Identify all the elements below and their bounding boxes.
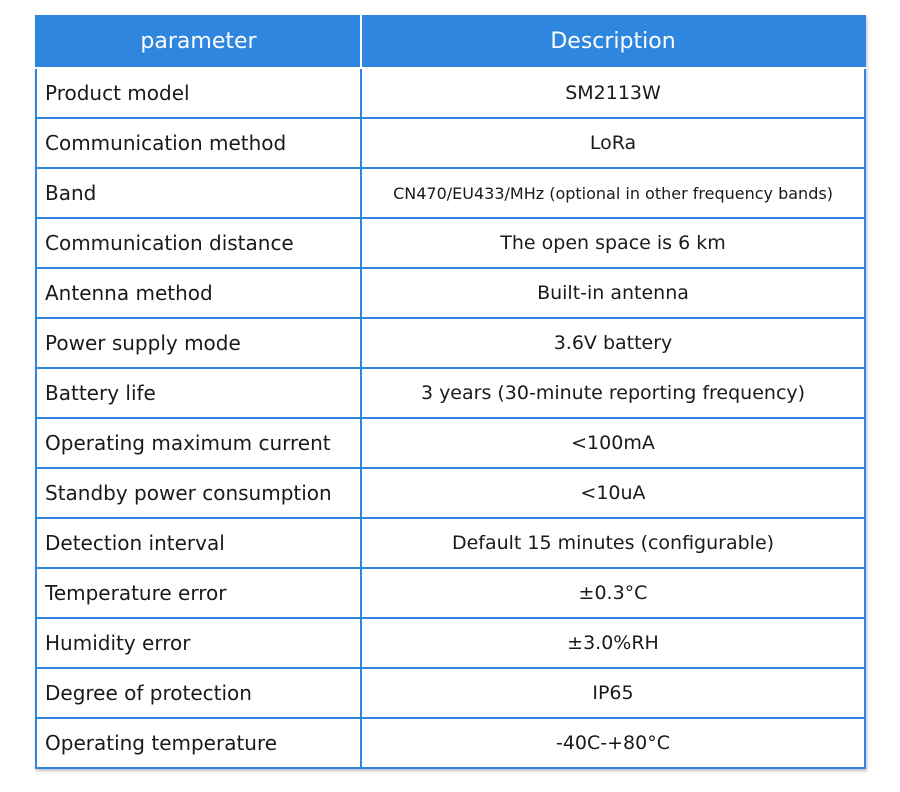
row-parameter: Product model	[36, 68, 361, 118]
table-row	[36, 118, 865, 168]
row-description: <10uA	[361, 468, 865, 518]
row-description: The open space is 6 km	[361, 218, 865, 268]
table-row	[36, 318, 865, 368]
header-parameter: parameter	[36, 15, 361, 68]
table-row	[36, 518, 865, 568]
row-description: ±3.0%RH	[361, 618, 865, 668]
row-description: IP65	[361, 668, 865, 718]
row-parameter: Degree of protection	[36, 668, 361, 718]
table-row	[36, 568, 865, 618]
row-parameter: Temperature error	[36, 568, 361, 618]
table-row	[36, 218, 865, 268]
row-description: CN470/EU433/MHz (optional in other frequency bands)	[361, 168, 865, 218]
table-row	[36, 418, 865, 468]
row-description: -40C-+80°C	[361, 718, 865, 768]
spec-table	[35, 15, 866, 769]
row-parameter: Detection interval	[36, 518, 361, 568]
header-description: Description	[361, 15, 865, 68]
row-parameter: Operating maximum current	[36, 418, 361, 468]
row-parameter: Band	[36, 168, 361, 218]
table-row	[36, 368, 865, 418]
table-header-row	[36, 15, 865, 68]
table-row	[36, 168, 865, 218]
row-description: SM2113W	[361, 68, 865, 118]
row-parameter: Standby power consumption	[36, 468, 361, 518]
row-parameter: Communication distance	[36, 218, 361, 268]
row-description: <100mA	[361, 418, 865, 468]
row-description: Built-in antenna	[361, 268, 865, 318]
table-row	[36, 268, 865, 318]
row-parameter: Operating temperature	[36, 718, 361, 768]
row-description: ±0.3°C	[361, 568, 865, 618]
table-row	[36, 468, 865, 518]
row-parameter: Antenna method	[36, 268, 361, 318]
row-description: 3 years (30-minute reporting frequency)	[361, 368, 865, 418]
table-row	[36, 68, 865, 118]
row-parameter: Communication method	[36, 118, 361, 168]
table-row	[36, 668, 865, 718]
row-description: LoRa	[361, 118, 865, 168]
table-row	[36, 718, 865, 768]
row-parameter: Power supply mode	[36, 318, 361, 368]
row-parameter: Humidity error	[36, 618, 361, 668]
row-parameter: Battery life	[36, 368, 361, 418]
row-description: 3.6V battery	[361, 318, 865, 368]
row-description: Default 15 minutes (configurable)	[361, 518, 865, 568]
table-row	[36, 618, 865, 668]
